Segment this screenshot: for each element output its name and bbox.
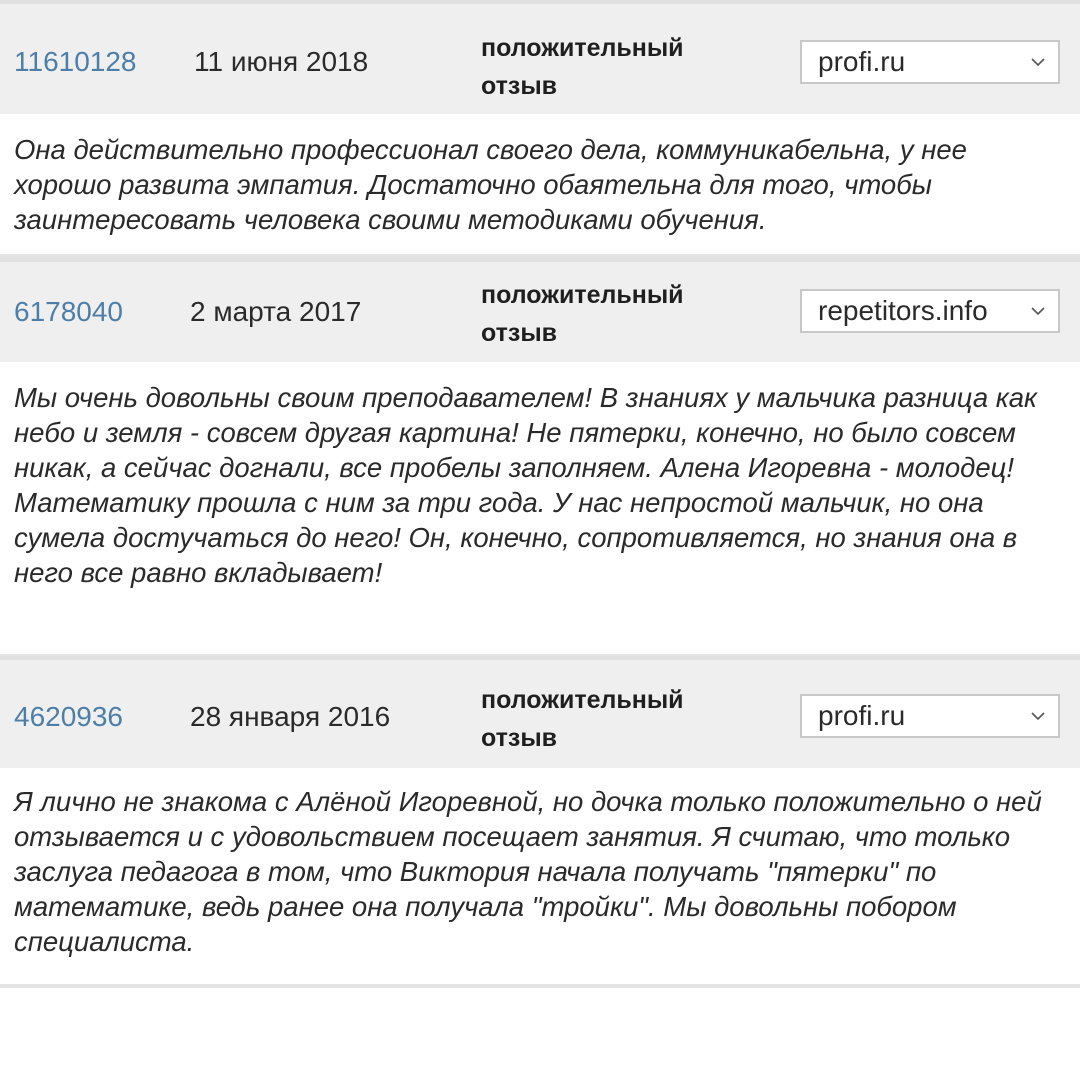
chevron-down-icon: [1030, 303, 1046, 319]
review-type-line1: положительный: [481, 281, 684, 309]
review-header: [0, 656, 1080, 768]
review-text: Мы очень довольны своим преподавателем! В знаниях у мальчика разница как небо и земля - совсем другая картина! Не пятерки, конечно, но было совсем никак, а сейчас догнали, все пробелы заполняем. Алена Игоревна - молодец! Математику прошла с ним за три года. У нас непростой мальчик, но она сумела достучаться до него! Он, конечно, сопротивляется, но знания она в него все равно вкладывает!: [14, 382, 1038, 588]
review-date: 28 января 2016: [190, 701, 391, 732]
review-date: 2 марта 2017: [190, 296, 362, 327]
review-text: Она действительно профессионал своего дела, коммуникабельна, у нее хорошо развита эмпатия. Достаточно обаятельна для того, чтобы заинтересовать человека своими методиками обучения.: [14, 134, 967, 235]
source-select-value: profi.ru: [818, 46, 906, 77]
review-type: [481, 276, 781, 352]
review-type-line2: отзыв: [481, 724, 558, 752]
source-select-value: repetitors.info: [818, 295, 988, 326]
source-select[interactable]: [800, 694, 1060, 738]
review-date: 11 июня 2018: [194, 46, 369, 77]
review-item: [0, 0, 1080, 258]
review-item: [0, 656, 1080, 988]
review-id-link[interactable]: 4620936: [14, 701, 124, 732]
review-type-line1: положительный: [481, 34, 684, 62]
review-type-line2: отзыв: [481, 319, 558, 347]
review-header: [0, 258, 1080, 362]
review-id-link[interactable]: 11610128: [14, 46, 137, 77]
source-select[interactable]: [800, 40, 1060, 84]
review-header: [0, 0, 1080, 114]
source-select-value: profi.ru: [818, 700, 906, 731]
review-type: [481, 29, 781, 105]
review-type: [481, 681, 781, 757]
review-type-line2: отзыв: [481, 72, 558, 100]
review-divider: [0, 984, 1080, 988]
source-select[interactable]: [800, 289, 1060, 333]
review-type-line1: положительный: [481, 686, 684, 714]
review-item: [0, 258, 1080, 656]
review-text: Я лично не знакома с Алёной Игоревной, но дочка только положительно о ней отзывается и с удовольствием посещает занятия. Я считаю, что только заслуга педагога в том, что Виктория начала получать "пятерки" по математике, ведь ранее она получала "тройки". Мы довольны побором специалиста.: [14, 786, 1042, 957]
chevron-down-icon: [1030, 54, 1046, 70]
review-id-link[interactable]: 6178040: [14, 296, 124, 327]
chevron-down-icon: [1030, 708, 1046, 724]
